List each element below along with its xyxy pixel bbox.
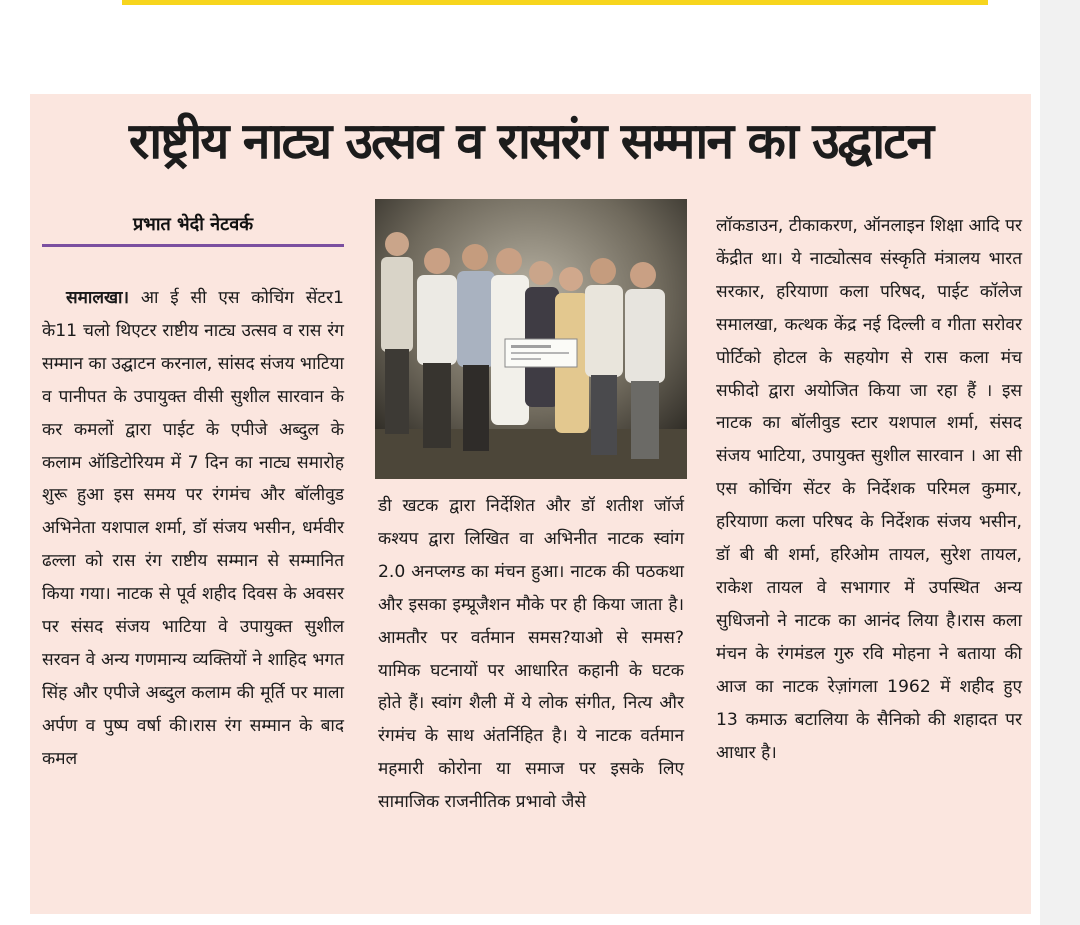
article-column-1: [42, 282, 344, 776]
dateline: समालखा।: [66, 288, 130, 308]
article-column-2: डी खटक द्वारा निर्देशित और डॉ शतीश जॉर्ज कश्यप द्वारा लिखित वा अभिनीत नाटक स्वांग 2.0 अनप्लग्ड का मंचन हुआ। नाटक की पठकथा और इसका इम्प्रूजैशन मौके पर ही किया जाता है। आमतौर पर वर्तमान समस?याओ से समस?यामिक घटनायों पर आधारित कहानी के घटक होते हैं। स्वांग शैली में ये लोक संगीत, नित्य और रंगमंच के साथ अंतर्निहित है। ये नाटक वर्तमान महमारी कोरोना या समाज पर इसके लिए सामाजिक राजनीतिक प्रभावो जैसे: [378, 496, 684, 813]
newspaper-clipping: [30, 94, 1031, 914]
top-accent-bar: [122, 0, 988, 5]
headline: राष्ट्रीय नाट्य उत्सव व रासरंग सम्मान का उद्घाटन: [128, 112, 933, 170]
byline: प्रभात भेदी नेटवर्क: [132, 214, 254, 235]
column-1-text: आ ई सी एस कोचिंग सेंटर1 के11 चलो थिएटर राष्टीय नाट्य उत्सव व रास रंग सम्मान का उद्घाटन करनाल, सांसद संजय भाटिया व पानीपत के उपायुक्त वीसी सुशील सारवान के कर कमलों द्वारा पाईट के एपीजे अब्दुल के कलाम ऑडिटोरियम में 7 दिन का नाट्य समारोह शुरू हुआ इस समय पर रंगमंच और बॉलीवुड अभिनेता यशपाल शर्मा, डॉ संजय भसीन, धर्मवीर ढल्ला को रास रंग राष्टीय सम्मान से सम्मानित किया गया। नाटक से पूर्व शहीद दिवस के अवसर पर संसद संजय भाटिया वे उपायुक्त सुशील सरवन वे अन्य गणमान्य व्यक्तियों ने शाहिद भगत सिंह और एपीजे अब्दुल कलाम की मूर्ति पर माला अर्पण व पुष्प वर्षा की।रास रंग सम्मान के बाद कमल: [42, 288, 344, 769]
right-margin-strip: [1040, 0, 1080, 925]
event-photo: [375, 199, 687, 479]
article-column-3: लॉकडाउन, टीकाकरण, ऑनलाइन शिक्षा आदि पर केंद्रीत था। ये नाट्योत्सव संस्कृति मंत्रालय भारत सरकार, हरियाणा कला परिषद, पाईट कॉलेज समालखा, कत्थक केंद्र नई दिल्ली व गीता सरोवर पोर्टिको होटल के सहयोग से रास कला मंच सफीदो द्वारा अयोजित किया जा रहा हैं । इस नाटक का बॉलीवुड स्टार यशपाल शर्मा, संसद संजय भाटिया, उपायुक्त सुशील सारवान । आ सी एस कोचिंग सेंटर के निर्देशक परिमल कुमार, हरियाणा कला परिषद के निर्देशक संजय भसीन, डॉ बी बी शर्मा, हरिओम तायल, सुरेश तायल, राकेश तायल वे सभागार में उपस्थित अन्य सुधिजनो ने नाटक का आनंद लिया है।रास कला मंचन के रंगमंडल गुरु रवि मोहना ने बताया की आज का नाटक रेज़ांगला 1962 में शहीद हुए 13 कमाऊ बटालिया के सैनिको की शहादत पर आधार है।: [716, 216, 1022, 763]
byline-rule: [42, 244, 344, 247]
